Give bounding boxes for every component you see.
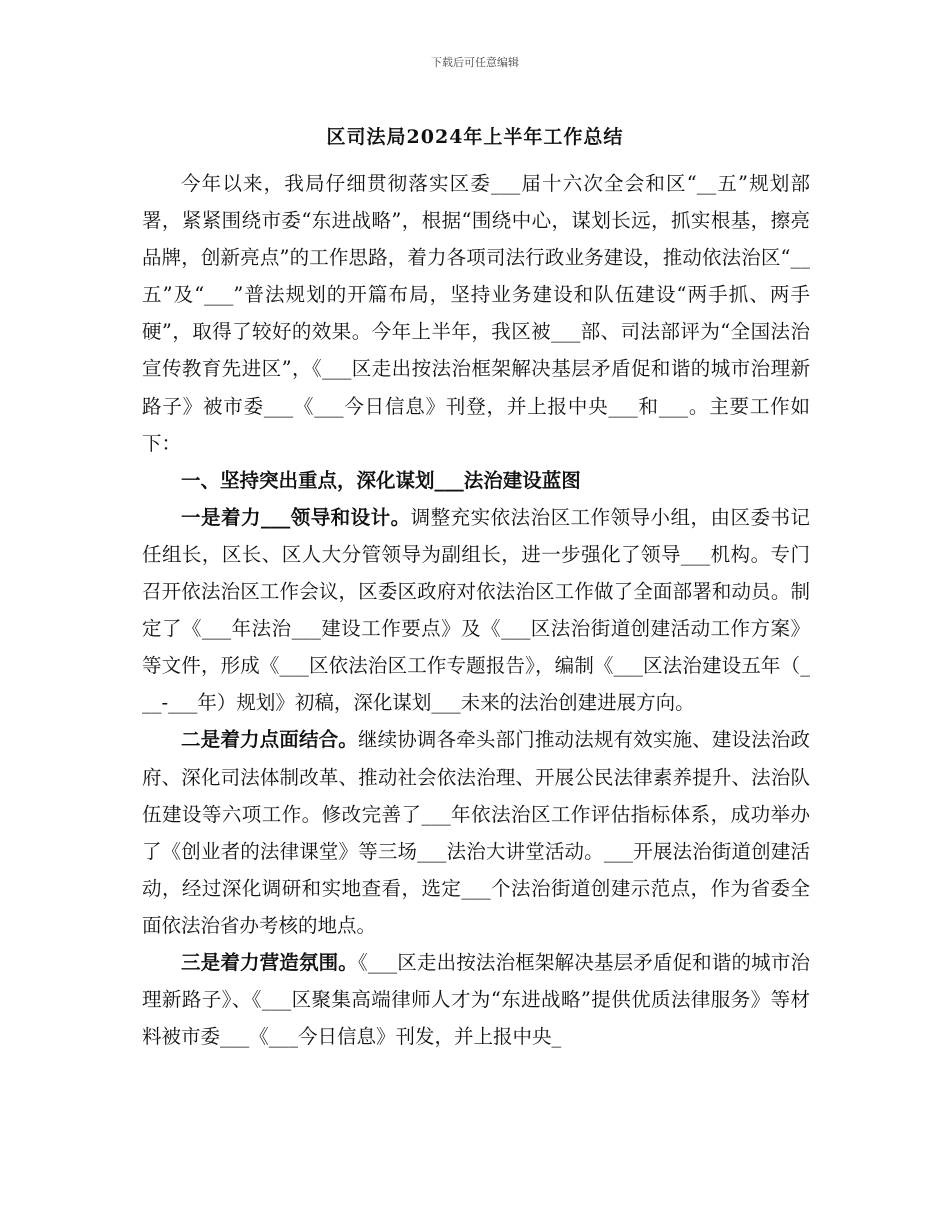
paragraph-item-3 <box>142 944 810 1055</box>
section-heading-text: 一、坚持突出重点，深化谋划___法治建设蓝图 <box>181 468 581 492</box>
paragraph-lead: 二是着力点面结合。 <box>181 728 358 752</box>
intro-paragraph <box>142 165 810 462</box>
document-body <box>142 165 810 1055</box>
paragraph-text: 调整充实依法治区工作领导小组，由区委书记任组长，区长、区人大分管领导为副组长，进一步强化了领导___机构。专门召开依法治区工作会议，区委区政府对依法治区工作做了全面部署和动员。制定了《___年法治___建设工作要点》及《___区法治街道创建活动工作方案》等文件，形成《___区依法治区工作专题报告》，编制《___区法治建设五年（___-___年）规划》初稿，深化谋划___未来的法治创建进展方向。 <box>142 505 810 715</box>
paragraph-item-1 <box>142 499 810 722</box>
paragraph-text: 继续协调各牵头部门推动法规有效实施、建设法治政府、深化司法体制改革、推动社会依法治理、开展公民法律素养提升、法治队伍建设等六项工作。修改完善了___年依法治区工作评估指标体系，成功举办了《创业者的法律课堂》等三场___法治大讲堂活动。___开展法治街道创建活动，经过深化调研和实地查看，选定___个法治街道创建示范点，作为省委全面依法治省办考核的地点。 <box>142 728 810 937</box>
section-heading-1 <box>142 462 810 499</box>
paragraph-lead: 三是着力营造氛围。 <box>181 950 358 974</box>
document-title: 区司法局2024年上半年工作总结 <box>326 126 624 148</box>
paragraph-item-2 <box>142 721 810 944</box>
paragraph-lead: 一是着力___领导和设计。 <box>181 505 411 529</box>
page-header-note: 下载后可任意编辑 <box>431 56 519 69</box>
paragraph-text: 《___区走出按法治框架解决基层矛盾促和谐的城市治理新路子》、《___区聚集高端律师人才为“东进战略”提供优质法律服务》等材料被市委___《___今日信息》刊发，并上报中央_ <box>142 950 810 1049</box>
intro-text: 今年以来，我局仔细贯彻落实区委___届十六次全会和区“__五”规划部署，紧紧围绕市委“东进战略”，根据“围绕中心，谋划长远，抓实根基，擦亮品牌，创新亮点”的工作思路，着力各项司法行政业务建设，推动依法治区“__五”及“___”普法规划的开篇布局，坚持业务建设和队伍建设“两手抓、两手硬”，取得了较好的效果。今年上半年，我区被___部、司法部评为“全国法治宣传教育先进区”，《___区走出按法治框架解决基层矛盾促和谐的城市治理新路子》被市委___《___今日信息》刊登，并上报中央___和___。主要工作如下： <box>142 172 810 455</box>
